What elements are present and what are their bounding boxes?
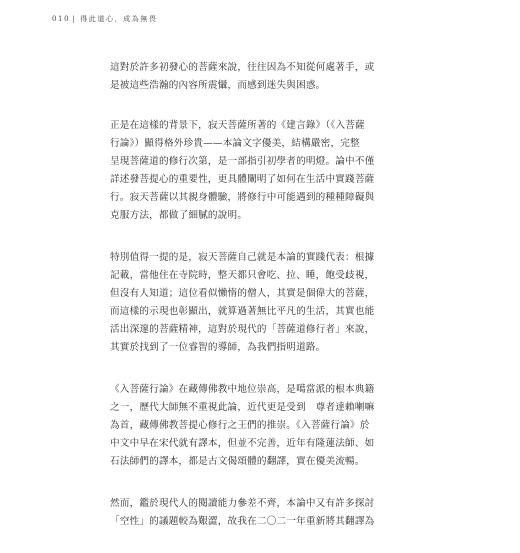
text-line: 克服方法，都做了細膩的說明。 xyxy=(110,210,248,221)
text-line: 《入菩薩行論》在藏傳佛教中地位崇高，是噶當派的根本典籍 xyxy=(110,384,375,395)
text-line: 正是在這樣的背景下，寂天菩薩所著的《建言錄》（《入菩薩 xyxy=(110,120,365,131)
paragraph-5 xyxy=(110,495,410,531)
text-line: 呈現菩薩道的修行次第，是一部指引初學者的明燈。論中不僅 xyxy=(110,156,375,167)
text-line: 記載，當他住在寺院時，整天都只會吃、拉、睡，飽受歧視， xyxy=(110,270,375,281)
text-line: 「空性」的議題較為艱澀，故我在二〇二一年重新將其翻譯為 xyxy=(110,516,375,527)
text-line: 特別值得一提的是，寂天菩薩自己就是本論的實踐代表：根據 xyxy=(110,252,375,263)
text-line: 這對於許多初發心的菩薩來說，往往因為不知從何處著手，或 xyxy=(110,62,375,73)
paragraph-3 xyxy=(110,249,410,357)
header-separator: | xyxy=(72,15,77,23)
text-line: 其實於找到了一位睿智的導師，為我們指明道路。 xyxy=(110,342,326,353)
text-line: 之一，歷代大師無不重視此論，近代更是受到 尊者達賴喇嘛 xyxy=(110,402,375,413)
text-line: 行論》）顯得格外珍貴——本論文字優美，結構嚴密，完整 xyxy=(110,138,360,149)
text-line: 中文中早在宋代就有譯本，但並不完善，近年有隆蓮法師、如 xyxy=(110,438,375,449)
paragraph-4 xyxy=(110,381,410,471)
text-line: 是被這些浩瀚的內容所震懾，而感到迷失與困惑。 xyxy=(110,80,326,91)
paragraph-1 xyxy=(110,59,410,95)
text-line: 行。寂天菩薩以其親身體驗，將修行中可能遇到的種種障礙與 xyxy=(110,192,375,203)
running-header xyxy=(52,14,158,24)
text-line: 活出深邃的菩薩精神，這對於現代的「菩薩道修行者」來說， xyxy=(110,324,375,335)
body-text xyxy=(110,59,410,553)
text-line: 而這樣的示現也彰顯出，就算過著無比平凡的生活，其實也能 xyxy=(110,306,375,317)
text-line: 石法師們的譯本，都是古文偈頌體的翻譯，實在優美流暢。 xyxy=(110,456,365,467)
text-line: 然而，鑑於現代人的閱讀能力參差不齊，本論中又有許多探討 xyxy=(110,498,375,509)
text-line: 為首，藏傳佛教菩提心修行之王們的推崇。《入菩薩行論》於 xyxy=(110,420,370,431)
text-line: 但沒有人知道；這位看似懶惰的僧人，其實是個偉大的菩薩， xyxy=(110,288,375,299)
paragraph-2 xyxy=(110,117,410,225)
book-title: 得此道心，成為無畏 xyxy=(80,15,158,23)
page-number: 010 xyxy=(52,15,71,23)
text-line: 詳述發菩提心的重要性，更具體闡明了如何在生活中實踐菩薩 xyxy=(110,174,375,185)
